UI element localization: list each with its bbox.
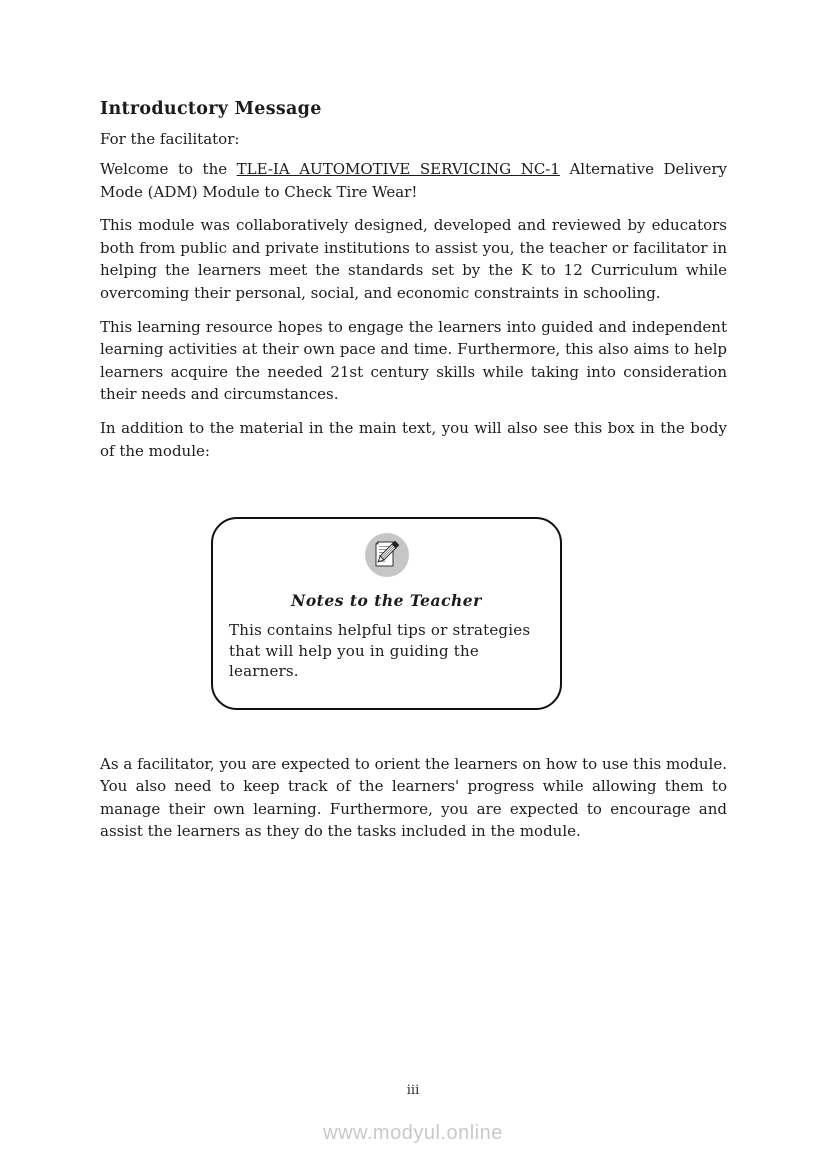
welcome-pre-text: Welcome to the [100, 160, 237, 178]
welcome-post-text: Alternative Delivery Mode (ADM) Module to Check Tire Wear! [100, 160, 727, 201]
page-title: Introductory Message [100, 99, 322, 119]
document-content [100, 99, 727, 854]
salutation-line: For the facilitator: [100, 130, 240, 148]
module-title-underlined: TLE-IA AUTOMOTIVE SERVICING NC-1 [236, 160, 560, 178]
notes-box-heading: Notes to the Teacher [291, 591, 482, 611]
paragraph-facilitator-closing: As a facilitator, you are expected to orient the learners on how to use this module. You also need to keep track of the learners' progress while allowing them to manage their own learning. Furthermore, you are expected to encourage and assist the learners as they do the tasks included in the module. [100, 754, 727, 841]
paragraph-learning-resource: This learning resource hopes to engage the learners into guided and independent learning activities at their own pace and time. Furthermore, this also aims to help learners acquire the needed 21st century skills while taking into consideration their needs and circumstances. [100, 317, 727, 404]
paragraph-box-intro: In addition to the material in the main text, you will also see this box in the body of the module: [100, 418, 727, 460]
page-number: iii [406, 1083, 420, 1098]
notes-box [211, 517, 562, 710]
notes-box-body: This contains helpful tips or strategies that will help you in guiding the learners. [229, 621, 531, 681]
watermark-text: www.modyul.online [323, 1122, 503, 1144]
paragraph-module-design: This module was collaboratively designed, developed and reviewed by educators both from public and private institutions to assist you, the teacher or facilitator in helping the learners meet the standards set by the K to 12 Curriculum while overcoming their personal, social, and economic constraints in schooling. [100, 216, 727, 302]
note-pencil-icon [364, 532, 410, 578]
welcome-paragraph [100, 158, 727, 203]
